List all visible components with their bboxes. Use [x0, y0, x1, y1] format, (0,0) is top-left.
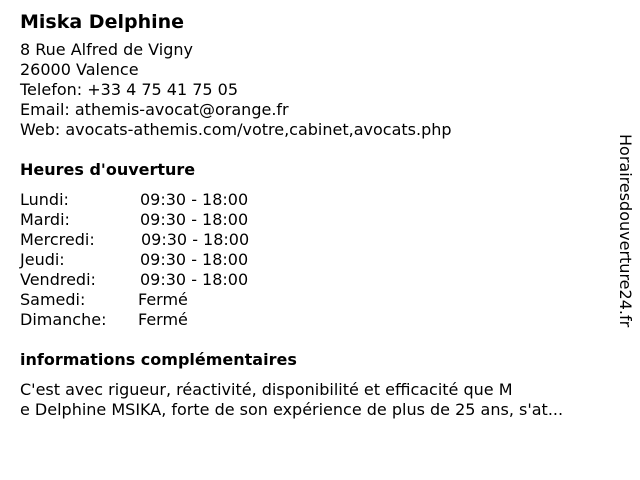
description-line: C'est avec rigueur, réactivité, disponibilité et efficacité que M	[20, 380, 513, 399]
address-block	[20, 40, 616, 140]
time-value: Fermé	[138, 290, 188, 309]
additional-info-heading: informations complémentaires	[20, 350, 297, 369]
time-value: 09:30 - 18:00	[140, 250, 249, 269]
time-value: 09:30 - 18:00	[140, 190, 249, 209]
time-value: Fermé	[138, 310, 188, 329]
description-line: e Delphine MSIKA, forte de son expérience de plus de 25 ans, s'at...	[20, 400, 564, 419]
day-label: Jeudi:	[20, 250, 65, 269]
street-address: 8 Rue Alfred de Vigny	[20, 40, 193, 59]
hours-row-wednesday	[20, 230, 616, 250]
business-name: Miska Delphine	[20, 11, 185, 33]
business-card	[20, 8, 616, 420]
hours-row-monday	[20, 190, 616, 210]
hours-row-tuesday	[20, 210, 616, 230]
day-label: Mercredi:	[20, 230, 95, 249]
additional-info-text	[20, 380, 616, 420]
email-line: Email: athemis-avocat@orange.fr	[20, 100, 289, 119]
site-watermark	[612, 134, 638, 370]
opening-hours-table	[20, 190, 616, 330]
time-value: 09:30 - 18:00	[140, 270, 249, 289]
time-value: 09:30 - 18:00	[141, 230, 250, 249]
day-label: Lundi:	[20, 190, 69, 209]
day-label: Dimanche:	[20, 310, 107, 329]
hours-row-friday	[20, 270, 616, 290]
city-line: 26000 Valence	[20, 60, 139, 79]
phone-line: Telefon: +33 4 75 41 75 05	[20, 80, 239, 99]
hours-row-thursday	[20, 250, 616, 270]
day-label: Vendredi:	[20, 270, 96, 289]
hours-row-saturday	[20, 290, 616, 310]
hours-row-sunday	[20, 310, 616, 330]
web-line: Web: avocats-athemis.com/votre,cabinet,avocats.php	[20, 120, 452, 139]
opening-hours-heading: Heures d'ouverture	[20, 160, 196, 179]
time-value: 09:30 - 18:00	[140, 210, 249, 229]
watermark-text: Horairesdouverture24.fr	[616, 134, 635, 328]
day-label: Samedi:	[20, 290, 86, 309]
day-label: Mardi:	[20, 210, 70, 229]
